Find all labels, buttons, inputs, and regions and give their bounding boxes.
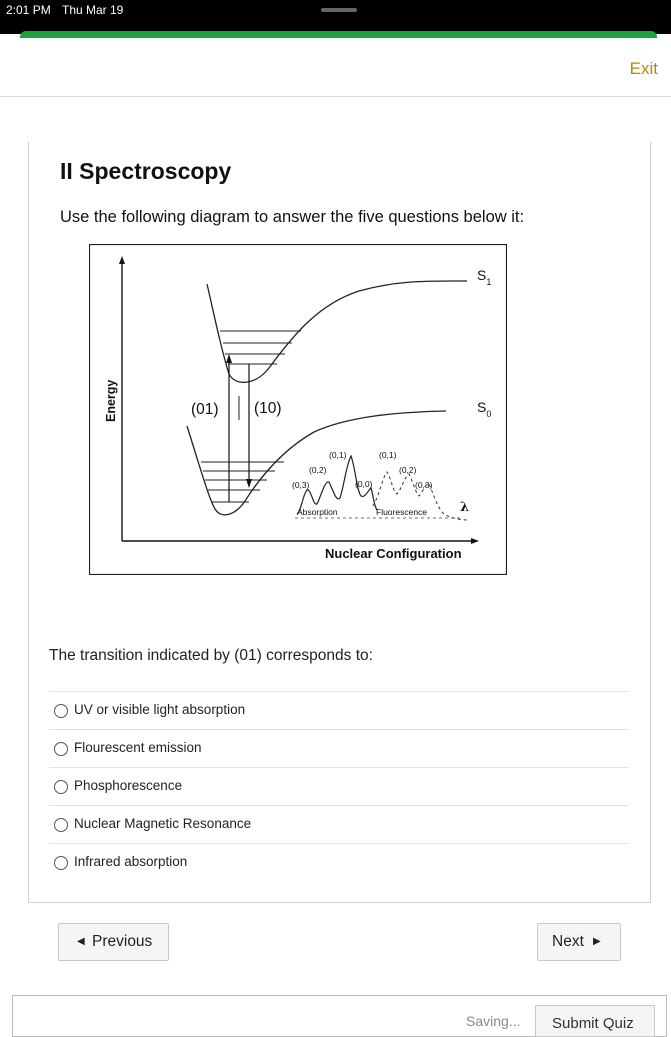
x-axis-label: Nuclear Configuration <box>325 546 462 561</box>
saving-status: Saving... <box>466 1013 521 1029</box>
s0-letter: S <box>477 399 487 415</box>
peak-label-01: (0,1) <box>329 450 347 460</box>
answer-label[interactable]: Infrared absorption <box>74 854 188 869</box>
section-title: II Spectroscopy <box>60 158 232 184</box>
diagram-frame <box>90 245 507 575</box>
s1-letter: S <box>477 267 487 283</box>
multitask-handle[interactable] <box>321 8 357 12</box>
answer-label[interactable]: UV or visible light absorption <box>74 702 246 717</box>
transition-10-label: (10) <box>254 400 282 417</box>
peak-label-f03: (0,3) <box>415 480 433 490</box>
next-button[interactable] <box>537 923 621 961</box>
status-time: 2:01 PM <box>6 3 51 17</box>
chevron-right-icon: ▶ <box>593 936 601 947</box>
exit-link[interactable]: Exit <box>629 59 658 78</box>
peak-label-f02: (0,2) <box>399 465 417 475</box>
radio-icon[interactable] <box>54 818 68 832</box>
previous-button[interactable] <box>58 923 169 961</box>
answer-label[interactable]: Nuclear Magnetic Resonance <box>74 816 252 831</box>
radio-icon[interactable] <box>54 704 68 718</box>
submit-quiz-button[interactable] <box>535 1005 655 1037</box>
next-label: Next <box>552 933 584 950</box>
answer-label[interactable]: Phosphorescence <box>74 778 183 793</box>
lambda-label: λ <box>460 500 470 515</box>
fluorescence-label: Fluorescence <box>376 507 428 517</box>
radio-icon[interactable] <box>54 780 68 794</box>
submit-quiz-label: Submit Quiz <box>552 1015 634 1032</box>
status-date: Thu Mar 19 <box>62 3 124 17</box>
absorption-label: Absorption <box>297 507 338 517</box>
answer-option[interactable] <box>49 691 629 730</box>
peak-label-02: (0,2) <box>309 465 327 475</box>
answer-option[interactable] <box>49 729 629 768</box>
transition-01-label: (01) <box>191 401 219 418</box>
peak-label-03: (0,3) <box>292 480 310 490</box>
y-axis-label: Energy <box>104 379 118 422</box>
peak-label-00: (0,0) <box>355 479 373 489</box>
s1-subscript: 1 <box>486 277 492 287</box>
answer-option[interactable] <box>49 843 629 882</box>
question-text: The transition indicated by (01) corresponds to: <box>49 647 373 664</box>
spectroscopy-diagram <box>89 244 507 575</box>
answer-option[interactable] <box>49 767 629 806</box>
header-divider <box>0 96 671 97</box>
s0-subscript: 0 <box>486 409 492 419</box>
chevron-left-icon: ◀ <box>77 936 85 947</box>
previous-label: Previous <box>92 933 153 950</box>
answer-label[interactable]: Flourescent emission <box>74 740 202 755</box>
peak-label-f01: (0,1) <box>379 450 397 460</box>
radio-icon[interactable] <box>54 742 68 756</box>
status-bar <box>0 0 671 34</box>
answer-option[interactable] <box>49 805 629 844</box>
radio-icon[interactable] <box>54 856 68 870</box>
instruction-text: Use the following diagram to answer the five questions below it: <box>60 208 525 226</box>
